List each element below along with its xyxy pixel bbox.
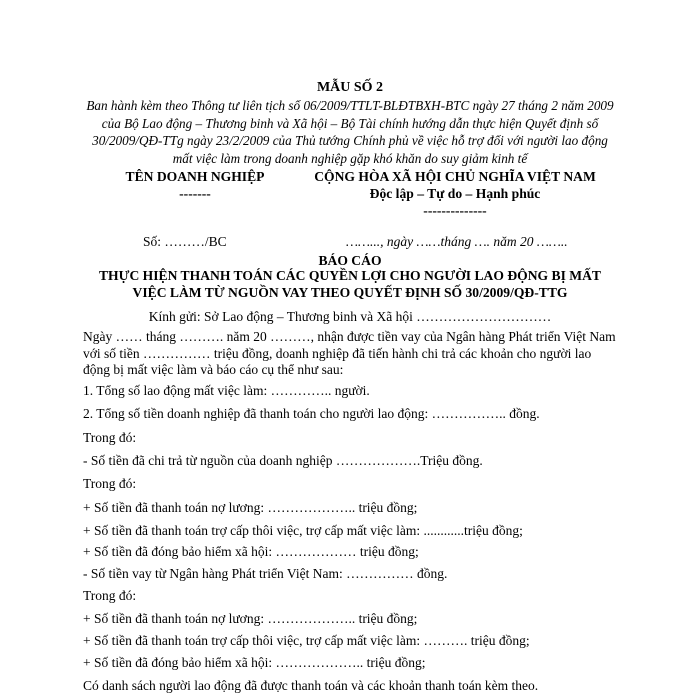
body-line: Trong đó: (83, 476, 137, 491)
body-line: + Số tiền đã thanh toán nợ lương: ……………….. triệu đồng; (83, 611, 418, 626)
body-line: + Số tiền đã đóng bảo hiểm xã hội: ……………… triệu đồng; (83, 544, 419, 559)
body-line: Trong đó: (83, 588, 137, 603)
nation-header (290, 168, 620, 219)
body-line: + Số tiền đã thanh toán nợ lương: ……………….. triệu đồng; (83, 500, 418, 515)
body-line: 2. Tổng số tiền doanh nghiệp đã thanh toán cho người lao động: …………….. đồng. (83, 406, 540, 421)
report-subtitle: THỰC HIỆN THANH TOÁN CÁC QUYỀN LỢI CHO NGƯỜI LAO ĐỘNG BỊ MẤT VIỆC LÀM TỪ NGUỒN VAY THEO QUYẾT ĐỊNH SỐ 30/2009/QĐ-TTG (98, 268, 601, 300)
body-line: + Số tiền đã thanh toán trợ cấp thôi việc, trợ cấp mất việc làm: ............triệu đồng; (83, 523, 523, 538)
report-title: BÁO CÁO (318, 253, 382, 268)
company-label: TÊN DOANH NGHIỆP (125, 169, 265, 184)
company-header (110, 168, 280, 202)
body-line: Có danh sách người lao động đã được thanh toán và các khoản thanh toán kèm theo. (83, 678, 539, 693)
date-line: ……..., ngày ……tháng …. năm 20 …….. (346, 234, 568, 249)
form-number: MẪU SỐ 2 (316, 80, 384, 95)
company-rule: ------- (179, 186, 211, 201)
document-number: Số: ………/BC (143, 234, 227, 249)
intro-paragraph: Ngày …… tháng ………. năm 20 ………, nhận được tiền vay của Ngân hàng Phát triển Việt Nam với số tiền …………… triệu đồng, doanh nghiệp đã tiến hành chi trả các khoản cho người lao động bị mất việc làm và báo cáo cụ thể như sau: (83, 329, 616, 377)
recipient-line: Kính gửi: Sở Lao động – Thương binh và Xã hội ………………………… (148, 309, 552, 324)
body-line: - Số tiền đã chi trả từ nguồn của doanh nghiệp ……………….Triệu đồng. (83, 453, 483, 468)
motto: Độc lập – Tự do – Hạnh phúc (369, 186, 541, 201)
motto-rule: -------------- (423, 203, 487, 218)
issuance-note: Ban hành kèm theo Thông tư liên tịch số 06/2009/TTLT-BLĐTBXH-BTC ngày 27 tháng 2 năm 2009 của Bộ Lao động – Thương binh và Xã hội – Bộ Tài chính hướng dẫn thực hiện Quyết định số 30/2009/QĐ-TTg ngày 23/2/2009 của Thủ tướng Chính phủ về việc hỗ trợ đối với người lao động mất việc làm trong doanh nghiệp gặp khó khăn do suy giảm kinh tế (86, 98, 614, 166)
body-line: + Số tiền đã thanh toán trợ cấp thôi việc, trợ cấp mất việc làm: ………. triệu đồng; (83, 633, 530, 648)
body-line: - Số tiền vay từ Ngân hàng Phát triển Việt Nam: …………… đồng. (83, 566, 448, 581)
body-line: Trong đó: (83, 430, 137, 445)
body-line: 1. Tổng số lao động mất việc làm: ………….. người. (83, 383, 370, 398)
nation-title: CỘNG HÒA XÃ HỘI CHỦ NGHĨA VIỆT NAM (314, 169, 596, 184)
body-line: + Số tiền đã đóng bảo hiểm xã hội: ……………….. triệu đồng; (83, 655, 426, 670)
